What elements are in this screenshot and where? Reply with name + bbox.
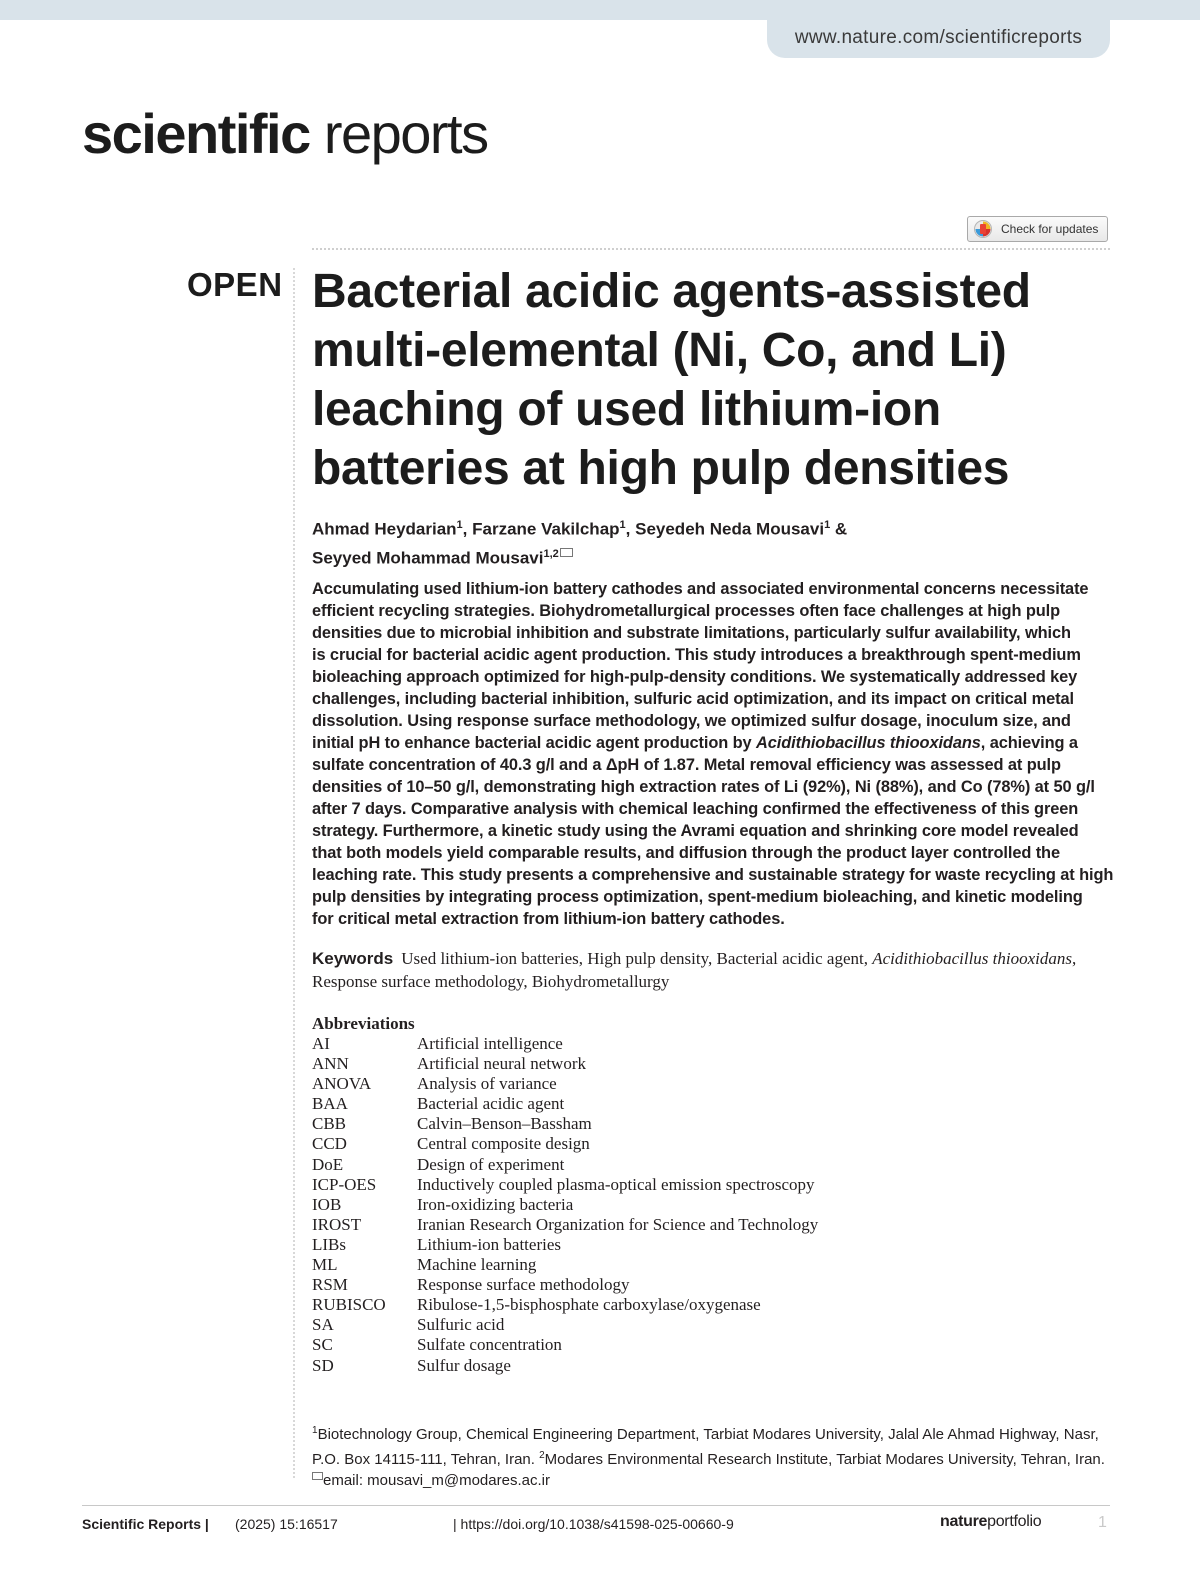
journal-url-link[interactable]: www.nature.com/scientificreports [767,18,1110,58]
footer-doi-link[interactable]: | https://doi.org/10.1038/s41598-025-00660-9 [453,1516,734,1532]
keywords-text: , Response surface methodology, Biohydrometallurgy [312,949,1077,991]
abbreviation-row [312,1155,1012,1175]
journal-logo[interactable] [82,102,488,166]
abstract-line: that both models yield comparable results, and diffusion through the product layer controlled the [312,844,1060,862]
abbreviation-definition: Iron-oxidizing bacteria [417,1194,574,1214]
abbreviation-row [312,1054,1012,1074]
abbreviation-definition: Machine learning [417,1255,537,1275]
keywords-text: Used lithium-ion batteries, High pulp density, Bacterial acidic agent, [401,949,873,968]
author-sep: , [462,519,473,539]
crossmark-icon [974,220,992,238]
abbreviation-row [312,1034,1012,1054]
keywords [312,947,1112,993]
abbreviation-definition: Ribulose-1,5-bisphosphate carboxylase/oxygenase [417,1295,761,1315]
abstract [312,578,1112,930]
abbreviation-definition: Iranian Research Organization for Science and Technology [417,1214,819,1234]
abbreviation-definition: Design of experiment [417,1154,565,1174]
footer-journal: Scientific Reports | [82,1516,209,1532]
abbreviation-definition: Response surface methodology [417,1275,630,1295]
abstract-line [312,732,1112,754]
affiliation-ref: 1 [824,519,831,531]
abbreviation-row [312,1275,1012,1295]
abbreviation-term: AI [312,1034,330,1053]
abstract-line: bioleaching approach optimized for high-pulp-density conditions. We systematically addressed key [312,668,1078,686]
corresponding-email[interactable]: email: mousavi_m@modares.ac.ir [323,1472,550,1489]
abbreviation-definition: Sulfuric acid [417,1315,505,1335]
abbreviation-row [312,1195,1012,1215]
publisher-bold: nature [940,1513,988,1530]
author-name[interactable]: Seyedeh Neda Mousavi [635,519,825,539]
abstract-line: Accumulating used lithium-ion battery cathodes and associated environmental concerns necessitate [312,580,1089,598]
open-access-badge: OPEN [187,266,283,303]
abstract-line: after 7 days. Comparative analysis with chemical leaching confirmed the effectiveness of this green [312,800,1079,818]
abbreviation-term: IOB [312,1194,342,1214]
abbreviation-term: ANOVA [312,1074,372,1094]
abbreviation-term: ML [312,1255,338,1275]
affiliation-number: 2 [539,1450,545,1461]
abbreviation-row [312,1255,1012,1275]
abstract-line: is crucial for bacterial acidic agent production. This study introduces a breakthrough spent-medium [312,646,1081,664]
check-for-updates-button[interactable] [967,216,1108,242]
abbreviation-definition: Inductively coupled plasma-optical emission spectroscopy [417,1174,815,1194]
abbreviation-term: CBB [312,1114,347,1134]
abbreviation-definition: Analysis of variance [417,1074,557,1094]
abbreviation-term: ICP-OES [312,1174,377,1194]
envelope-icon [312,1472,323,1480]
abbreviation-term: RUBISCO [312,1295,386,1315]
abbreviation-term: ANN [312,1054,349,1074]
page-number: 1 [1098,1514,1107,1531]
author-name[interactable]: Farzane Vakilchap [472,519,620,539]
author-list [312,513,1102,570]
author-sep: & [830,519,848,539]
abbreviation-row [312,1175,1012,1195]
affiliation-text: Modares Environmental Research Institute, Tarbiat Modares University, Tehran, Iran. [544,1451,1105,1468]
publisher-logo [940,1513,1041,1531]
abbreviation-definition: Sulfate concentration [417,1335,562,1355]
footer-citation: (2025) 15:16517 [235,1516,338,1532]
abbreviation-term: SD [312,1355,334,1375]
affiliation-ref: 1 [619,519,626,531]
abbreviation-term: SA [312,1315,334,1335]
logo-bold-text: scientific [82,102,310,165]
abbreviation-term: CCD [312,1134,347,1154]
author-line-1 [312,513,1102,542]
abbreviation-definition: Calvin–Benson–Bassham [417,1114,592,1134]
abstract-text: , achieving a [980,734,1078,752]
keywords-species: Acidithiobacillus thiooxidans [872,949,1072,968]
abbreviation-row [312,1215,1012,1235]
footer-divider [82,1505,1110,1506]
affiliation-ref: 1 [456,519,463,531]
abstract-line: dissolution. Using response surface methodology, we optimized sulfur dosage, inoculum size, and [312,712,1071,730]
abbreviation-row [312,1335,1012,1355]
abbreviation-term: BAA [312,1094,348,1114]
abbreviation-row [312,1356,1012,1376]
author-name[interactable]: Seyyed Mohammad Mousavi [312,548,544,568]
abbreviation-term: SC [312,1335,333,1355]
author-name[interactable]: Ahmad Heydarian [312,519,457,539]
abbreviation-row [312,1295,1012,1315]
keywords-heading: Keywords [312,949,394,968]
abbreviation-row [312,1134,1012,1154]
abbreviation-definition: Central composite design [417,1134,590,1154]
abbreviation-term: DoE [312,1154,344,1174]
affiliation-text: Biotechnology Group, Chemical Engineering Department, Tarbiat Modares University, Jalal Ale Ahmad Highway, Nasr, P.O. Box 14115-111, Tehran, Iran. [312,1426,1099,1468]
abstract-line: for critical metal extraction from lithium-ion battery cathodes. [312,910,785,928]
abbreviation-term: IROST [312,1214,362,1234]
abbreviation-definition: Bacterial acidic agent [417,1094,565,1114]
abbreviation-definition: Artificial neural network [417,1054,586,1074]
logo-light-text: reports [323,102,488,165]
check-for-updates-label: Check for updates [1001,222,1099,236]
abstract-line: challenges, including bacterial inhibition, sulfuric acid optimization, and its impact on critical metal [312,690,1074,708]
author-sep: , [625,519,636,539]
affiliation-ref: 1,2 [543,547,559,560]
abbreviation-row [312,1315,1012,1335]
divider-horizontal [312,248,1110,250]
abbreviations-heading: Abbreviations [312,1014,415,1033]
publisher-light: portfolio [987,1513,1042,1530]
abbreviation-row [312,1235,1012,1255]
abstract-line: sulfate concentration of 40.3 g/l and a ΔpH of 1.87. Metal removal efficiency was assessed at pulp [312,756,1061,774]
abstract-line: pulp densities by integrating process optimization, spent-medium bioleaching, and kinetic modeling [312,888,1083,906]
envelope-icon[interactable] [560,548,573,557]
abstract-line: efficient recycling strategies. Biohydrometallurgical processes often face challenges at high pulp [312,602,1061,620]
abbreviation-definition: Lithium-ion batteries [417,1234,561,1254]
affiliation-number: 1 [312,1425,318,1436]
top-banner [0,0,1200,20]
abstract-line: strategy. Furthermore, a kinetic study using the Avrami equation and shrinking core model revealed [312,822,1079,840]
affiliations [312,1420,1112,1491]
abstract-line: leaching rate. This study presents a comprehensive and sustainable strategy for waste recycling at high [312,866,1114,884]
abbreviation-term: LIBs [312,1234,346,1254]
abstract-text: initial pH to enhance bacterial acidic agent production by [312,734,757,752]
author-line-2 [312,542,1102,571]
article-title: Bacterial acidic agents-assisted multi-elemental (Ni, Co, and Li) leaching of used lithium-ion batteries at high pulp densities [312,265,1031,495]
divider-vertical [293,268,295,1478]
species-name: Acidithiobacillus thiooxidans [756,734,981,752]
abbreviation-definition: Artificial intelligence [417,1034,563,1053]
abstract-line: densities of 10–50 g/l, demonstrating high extraction rates of Li (92%), Ni (88%), and Co (78%) at 50 g/l [312,778,1095,796]
abbreviation-row [312,1074,1012,1094]
abbreviation-row [312,1114,1012,1134]
abbreviation-term: RSM [312,1275,348,1295]
abstract-line: densities due to microbial inhibition and substrate limitations, particularly sulfur availability, which [312,624,1071,642]
abbreviation-definition: Sulfur dosage [417,1355,511,1375]
abbreviations-list [312,1034,1012,1376]
abbreviation-row [312,1094,1012,1114]
